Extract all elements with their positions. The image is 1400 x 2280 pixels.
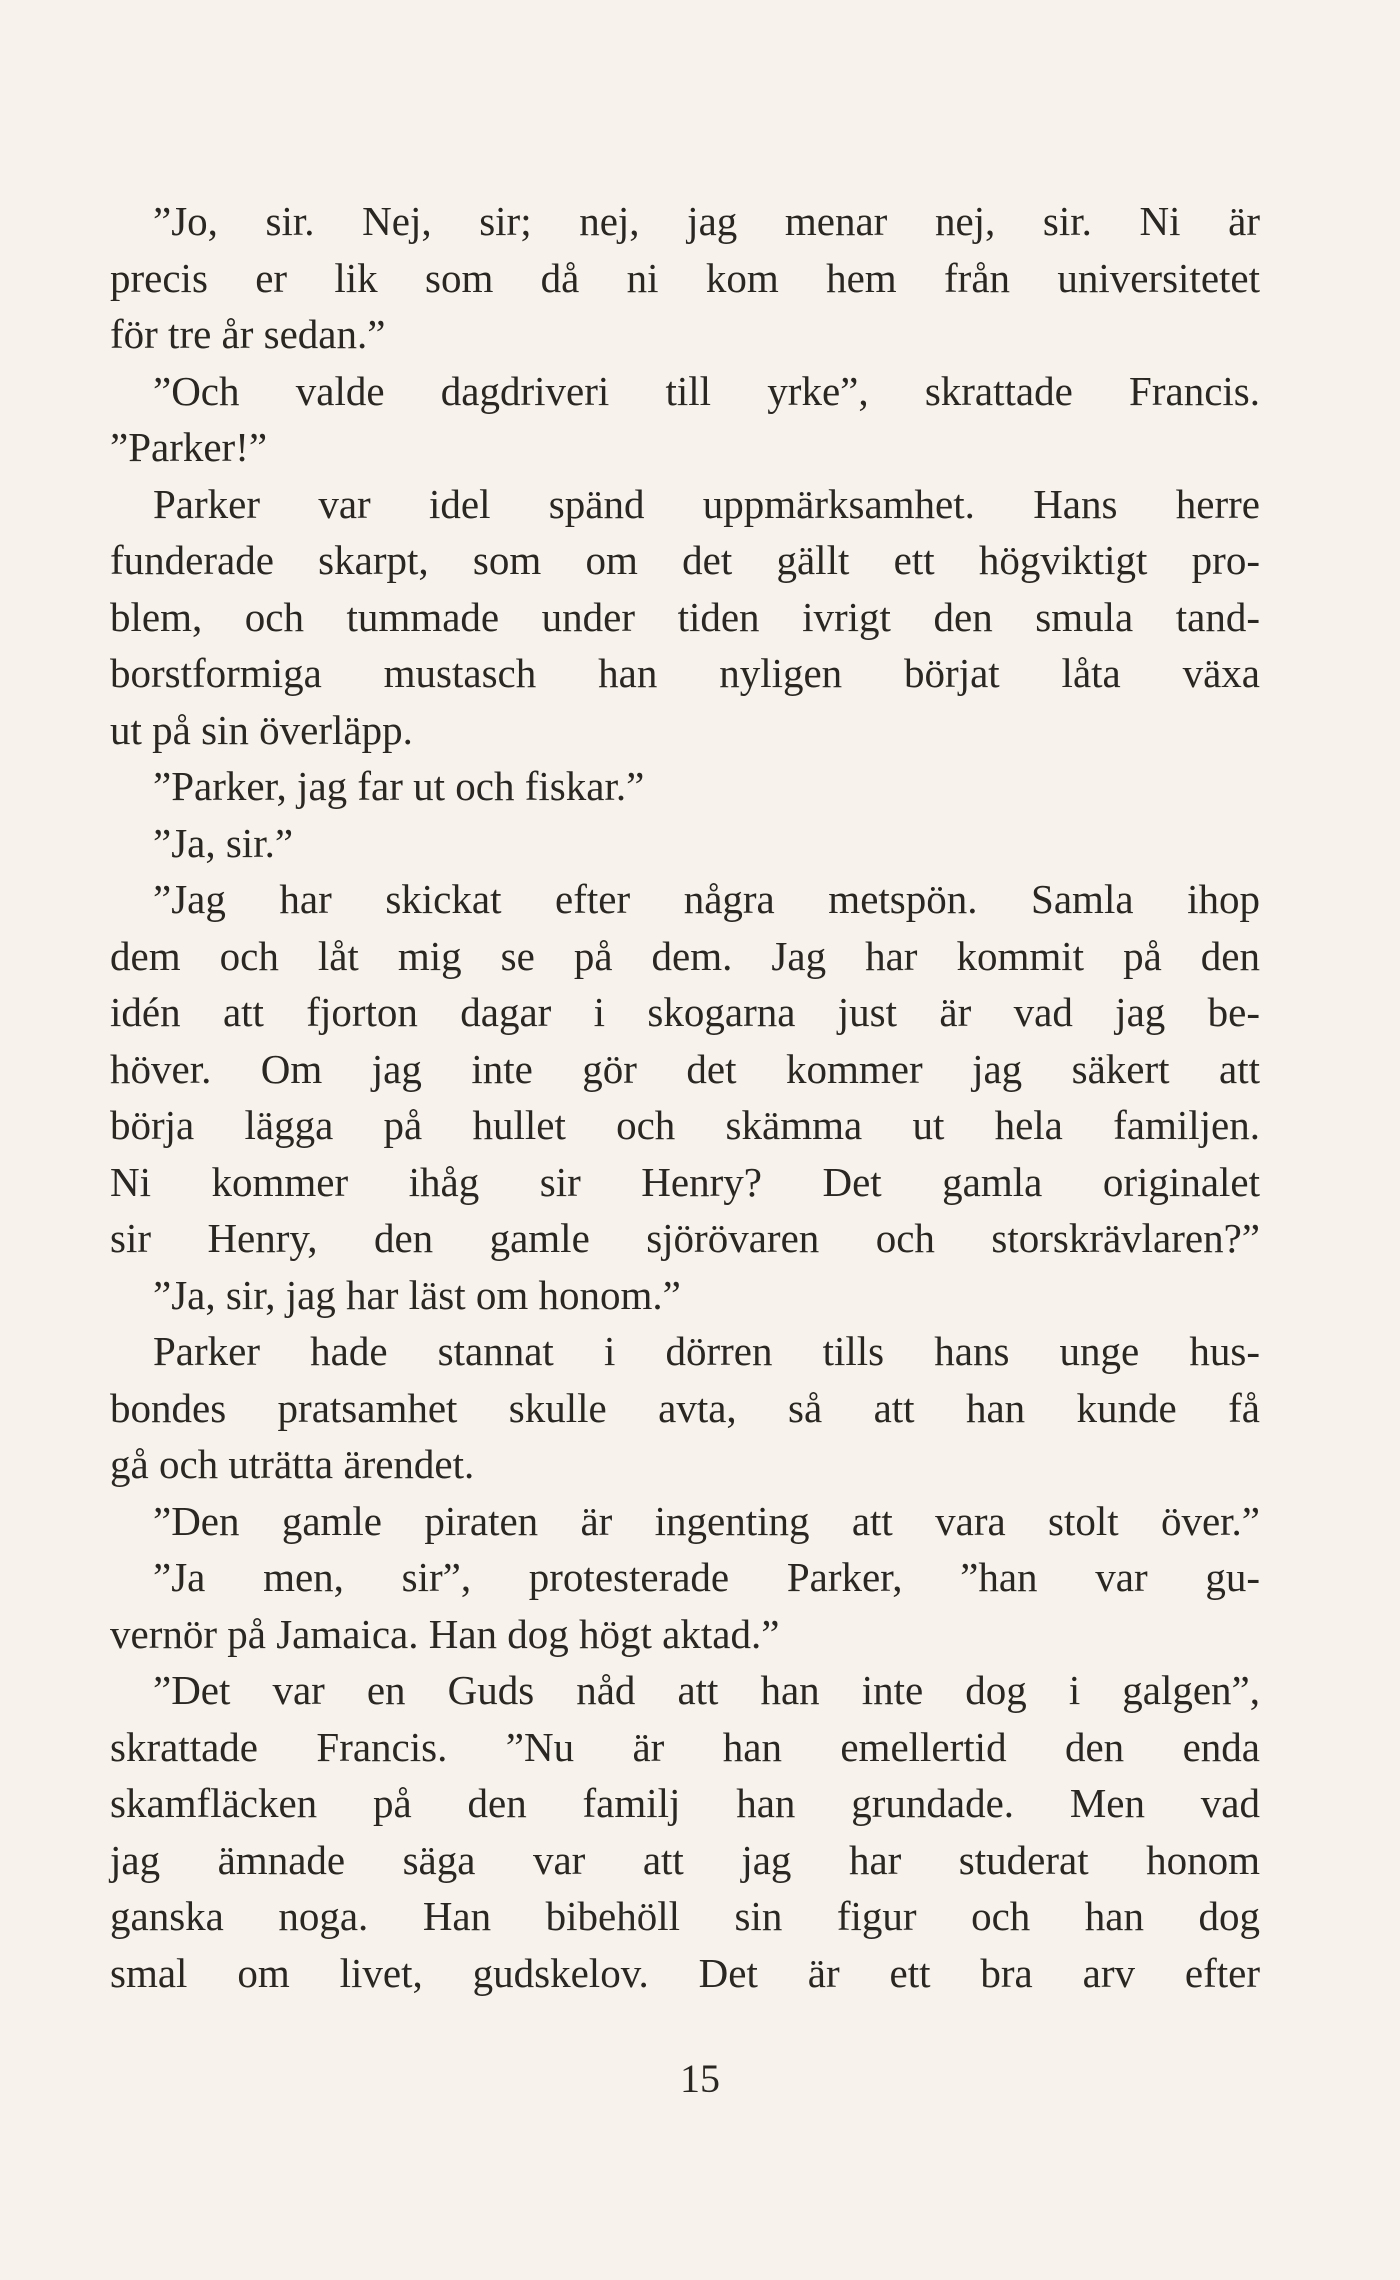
text-line: vernör på Jamaica. Han dog högt aktad.”	[110, 1610, 780, 1657]
text-line: ”Ja men, sir”, protesterade Parker, ”han var gu-	[153, 1554, 1260, 1600]
text-line: ”Den gamle piraten är ingenting att vara stolt över.”	[153, 1497, 1260, 1544]
text-line: skrattade Francis. ”Nu är han emellertid den enda	[110, 1723, 1260, 1770]
text-line: sir Henry, den gamle sjörövaren och storskrävlaren?”	[110, 1215, 1260, 1261]
text-line: börja lägga på hullet och skämma ut hela familjen.	[110, 1102, 1260, 1148]
text-line: borstformiga mustasch han nyligen börjat låta växa	[110, 650, 1260, 696]
text-line: blem, och tummade under tiden ivrigt den smula tand-	[110, 593, 1260, 640]
text-line: ”Parker!”	[110, 424, 268, 470]
text-line: gå och uträtta ärendet.	[110, 1441, 475, 1487]
text-line: idén att fjorton dagar i skogarna just är vad jag be-	[110, 989, 1260, 1035]
text-line: Ni kommer ihåg sir Henry? Det gamla originalet	[110, 1158, 1260, 1205]
page-number: 15	[680, 2056, 720, 2101]
text-line: smal om livet, gudskelov. Det är ett bra arv efter	[110, 1949, 1260, 1996]
text-line: ”Och valde dagdriveri till yrke”, skrattade Francis.	[153, 367, 1260, 414]
text-line: Parker hade stannat i dörren tills hans unge hus-	[153, 1328, 1260, 1374]
text-line: ”Ja, sir.”	[153, 819, 294, 866]
text-line: höver. Om jag inte gör det kommer jag säkert att	[110, 1045, 1260, 1092]
body-text	[110, 193, 1260, 2001]
text-line: ”Ja, sir, jag har läst om honom.”	[153, 1271, 681, 1318]
text-line: Parker var idel spänd uppmärksamhet. Hans herre	[153, 480, 1260, 527]
text-line: ”Det var en Guds nåd att han inte dog i galgen”,	[153, 1667, 1260, 1713]
text-line: precis er lik som då ni kom hem från universitetet	[110, 254, 1260, 301]
text-line: bondes pratsamhet skulle avta, så att han kunde få	[110, 1384, 1260, 1431]
text-line: skamfläcken på den familj han grundade. Men vad	[110, 1780, 1260, 1826]
text-line: ”Parker, jag far ut och fiskar.”	[153, 763, 645, 809]
text-line: för tre år sedan.”	[110, 311, 386, 357]
text-line: ut på sin överläpp.	[110, 706, 413, 753]
text-line: funderade skarpt, som om det gällt ett högviktigt pro-	[110, 537, 1260, 583]
text-line: jag ämnade säga var att jag har studerat honom	[110, 1836, 1260, 1883]
text-line: dem och låt mig se på dem. Jag har kommit på den	[110, 932, 1260, 979]
text-line: ”Jag har skickat efter några metspön. Samla ihop	[153, 876, 1260, 922]
text-line: ganska noga. Han bibehöll sin figur och han dog	[110, 1893, 1260, 1939]
text-line: ”Jo, sir. Nej, sir; nej, jag menar nej, sir. Ni är	[153, 198, 1260, 244]
